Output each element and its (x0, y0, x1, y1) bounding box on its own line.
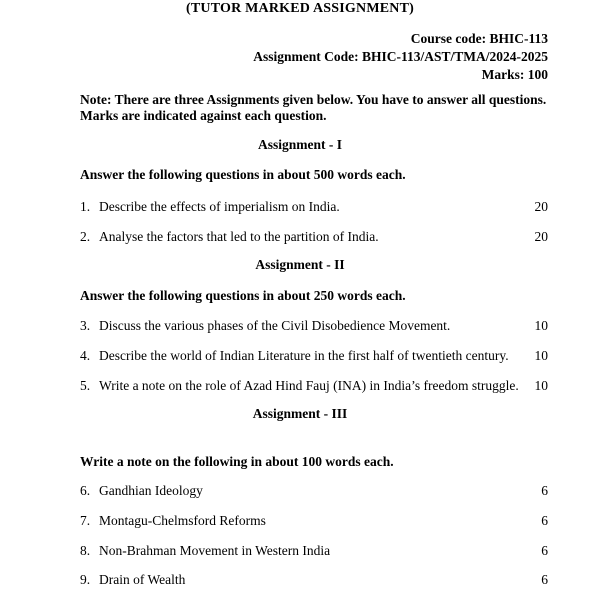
section-heading-assignment-1: Assignment - I (257, 137, 342, 152)
document-title: (TUTOR MARKED ASSIGNMENT) (186, 1, 414, 16)
question-marks: 10 (534, 318, 548, 333)
question-text: Describe the effects of imperialism on India. (99, 199, 340, 214)
question-text: Drain of Wealth (99, 572, 186, 587)
course-code: Course code: BHIC-113 (410, 31, 548, 46)
section-instruction-assignment-1: Answer the following questions in about 500 words each. (80, 167, 406, 182)
total-marks: Marks: 100 (481, 67, 548, 82)
question-marks: 10 (534, 378, 548, 393)
question-row (80, 198, 548, 216)
question-number: 7. (80, 513, 91, 528)
question-number: 4. (80, 348, 91, 363)
question-text: Write a note on the role of Azad Hind Fauj (INA) in India’s freedom struggle. (99, 378, 519, 393)
question-number: 8. (80, 543, 91, 558)
question-row (80, 542, 548, 560)
question-marks: 20 (534, 199, 548, 214)
section-instruction-assignment-2: Answer the following questions in about 250 words each. (80, 288, 406, 303)
assignment-meta (253, 30, 548, 84)
question-row (80, 571, 548, 589)
note-line-2: Marks are indicated against each question. (80, 108, 327, 123)
question-row (80, 228, 548, 246)
question-text: Analyse the factors that led to the partition of India. (99, 229, 379, 244)
note (80, 92, 560, 124)
note-line-1: Note: There are three Assignments given below. You have to answer all questions. (80, 92, 547, 107)
question-text: Discuss the various phases of the Civil Disobedience Movement. (99, 318, 451, 333)
question-row (80, 482, 548, 500)
assignment-code: Assignment Code: BHIC-113/AST/TMA/2024-2025 (253, 49, 548, 64)
question-row (80, 317, 548, 335)
section-instruction-assignment-3: Write a note on the following in about 100 words each. (80, 454, 394, 469)
section-heading-assignment-3: Assignment - III (252, 406, 348, 421)
question-number: 3. (80, 318, 91, 333)
question-marks: 6 (541, 572, 548, 587)
question-number: 9. (80, 572, 91, 587)
question-number: 2. (80, 229, 91, 244)
question-number: 6. (80, 483, 91, 498)
question-marks: 6 (541, 513, 548, 528)
question-text: Non-Brahman Movement in Western India (99, 543, 331, 558)
question-number: 5. (80, 378, 91, 393)
question-text: Gandhian Ideology (99, 483, 203, 498)
question-marks: 6 (541, 543, 548, 558)
question-text: Montagu-Chelmsford Reforms (99, 513, 266, 528)
question-row (80, 512, 548, 530)
question-row (80, 347, 548, 365)
question-marks: 10 (534, 348, 548, 363)
question-marks: 6 (541, 483, 548, 498)
question-text: Describe the world of Indian Literature in the first half of twentieth century. (99, 348, 509, 363)
question-number: 1. (80, 199, 91, 214)
question-row (80, 377, 548, 395)
section-heading-assignment-2: Assignment - II (255, 257, 345, 272)
question-marks: 20 (534, 229, 548, 244)
